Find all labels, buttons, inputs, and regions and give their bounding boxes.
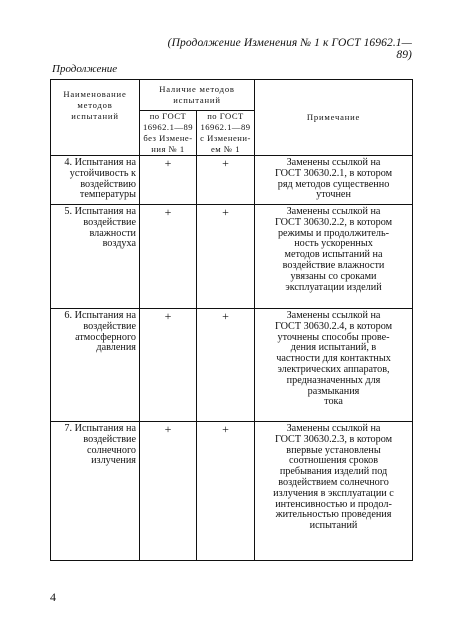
- page-number: 4: [50, 590, 56, 604]
- note-cell: [255, 156, 413, 205]
- cell-text-line: впервые установлены: [286, 444, 381, 456]
- cell-text-line: электрических аппаратов,: [277, 363, 390, 375]
- header-text-line: Наименование: [63, 89, 127, 99]
- note-cell: [255, 309, 413, 422]
- cell-text-line: предназначенных для: [286, 374, 381, 386]
- cell-text-line: тока: [324, 396, 343, 408]
- cell-text-line: воздействию: [80, 178, 136, 190]
- table-row: [51, 309, 413, 422]
- header-text-line: 16962.1—89: [200, 122, 251, 132]
- cell-text-line: испытаний: [309, 520, 358, 532]
- presence-with-cell: +: [197, 205, 255, 309]
- cell-text-line: ГОСТ 30630.2.2, в котором: [274, 216, 393, 228]
- presence-without-cell: +: [140, 309, 197, 422]
- header-text-line: ем № 1: [210, 144, 241, 154]
- header-without-amendment: [140, 111, 197, 156]
- header-note: [255, 80, 413, 156]
- cell-text-line: влажности: [89, 227, 136, 239]
- cell-text-line: Заменены ссылкой на: [286, 157, 381, 168]
- header-text-line: Наличие методов: [159, 84, 235, 94]
- cell-text-line: ГОСТ 30630.2.3, в котором: [274, 433, 393, 445]
- header-text-line: без Измене-: [143, 133, 193, 143]
- cell-text-line: давления: [96, 342, 136, 354]
- cell-text-line: жительностью проведения: [275, 509, 392, 521]
- header-text-line: методов: [77, 100, 113, 110]
- cell-text-line: солнечного: [87, 444, 136, 456]
- cell-text-line: 6. Испытания на: [64, 310, 136, 321]
- header-text-line: испытаний: [71, 111, 119, 121]
- table-row: [51, 205, 413, 309]
- cell-text-line: Заменены ссылкой на: [286, 206, 381, 217]
- cell-text-line: уточнен: [316, 189, 351, 201]
- methods-table: [50, 79, 413, 561]
- method-name-cell: [51, 309, 140, 422]
- presence-with-cell: +: [197, 422, 255, 561]
- cell-text-line: воздействие: [83, 433, 136, 445]
- continuation-label: Продолжение: [52, 63, 118, 75]
- cell-text-line: температуры: [79, 189, 136, 201]
- cell-text-line: методов испытаний на: [284, 249, 383, 261]
- presence-without-cell: +: [140, 205, 197, 309]
- method-name-cell: [51, 205, 140, 309]
- cell-text-line: 5. Испытания на: [64, 206, 136, 217]
- cell-text-line: увязаны со сроками: [290, 270, 377, 282]
- cell-text-line: воздействие влажности: [282, 259, 385, 271]
- note-cell: [255, 422, 413, 561]
- cell-text-line: дения испытаний, в: [290, 342, 377, 354]
- cell-text-line: излучения: [91, 455, 136, 467]
- cell-text-line: размыкания: [307, 385, 360, 397]
- cell-text-line: частности для контактных: [276, 353, 391, 365]
- table-row: [51, 156, 413, 205]
- cell-text-line: ГОСТ 30630.2.1, в котором: [274, 167, 393, 179]
- cell-text-line: пребывания изделий под: [279, 466, 388, 478]
- running-head: (Продолжение Изменения № 1 к ГОСТ 16962.1—89): [167, 37, 412, 61]
- header-text-line: по ГОСТ: [149, 111, 187, 121]
- header-text-line: 16962.1—89: [142, 122, 194, 132]
- header-presence: [140, 80, 255, 111]
- header-text-line: по ГОСТ: [207, 111, 244, 121]
- cell-text-line: ность ускоренных: [294, 238, 373, 250]
- cell-text-line: Заменены ссылкой на: [286, 423, 381, 434]
- method-name-cell: [51, 156, 140, 205]
- table-row: [51, 422, 413, 561]
- cell-text-line: воздуха: [102, 238, 136, 250]
- cell-text-line: ряд методов существенно: [277, 178, 390, 190]
- cell-text-line: излучения в эксплуатации с: [273, 487, 394, 499]
- note-cell: [255, 205, 413, 309]
- header-text-line: испытаний: [173, 95, 221, 105]
- cell-text-line: интенсивностью и продол-: [275, 498, 392, 510]
- presence-with-cell: +: [197, 309, 255, 422]
- method-name-cell: [51, 422, 140, 561]
- cell-text-line: ГОСТ 30630.2.4, в котором: [274, 320, 393, 332]
- cell-text-line: воздействием солнечного: [278, 476, 389, 488]
- cell-text-line: соотношения сроков: [288, 455, 379, 467]
- presence-without-cell: +: [140, 156, 197, 205]
- presence-without-cell: +: [140, 422, 197, 561]
- cell-text-line: Заменены ссылкой на: [286, 310, 381, 321]
- cell-text-line: 4. Испытания на: [64, 157, 136, 168]
- cell-text-line: устойчивость к: [69, 167, 136, 179]
- cell-text-line: эксплуатации изделий: [285, 281, 382, 293]
- header-text-line: Примечание: [306, 112, 361, 122]
- cell-text-line: воздействие: [83, 216, 136, 228]
- cell-text-line: 7. Испытания на: [64, 423, 136, 434]
- cell-text-line: атмосферного: [75, 331, 136, 343]
- cell-text-line: воздействие: [83, 320, 136, 332]
- header-text-line: ния № 1: [151, 144, 185, 154]
- cell-text-line: режимы и продолжитель-: [277, 227, 390, 239]
- header-text-line: с Изменени-: [200, 133, 251, 143]
- header-method-name: [51, 80, 140, 156]
- presence-with-cell: +: [197, 156, 255, 205]
- header-with-amendment: [197, 111, 255, 156]
- cell-text-line: уточнены способы прове-: [277, 331, 390, 343]
